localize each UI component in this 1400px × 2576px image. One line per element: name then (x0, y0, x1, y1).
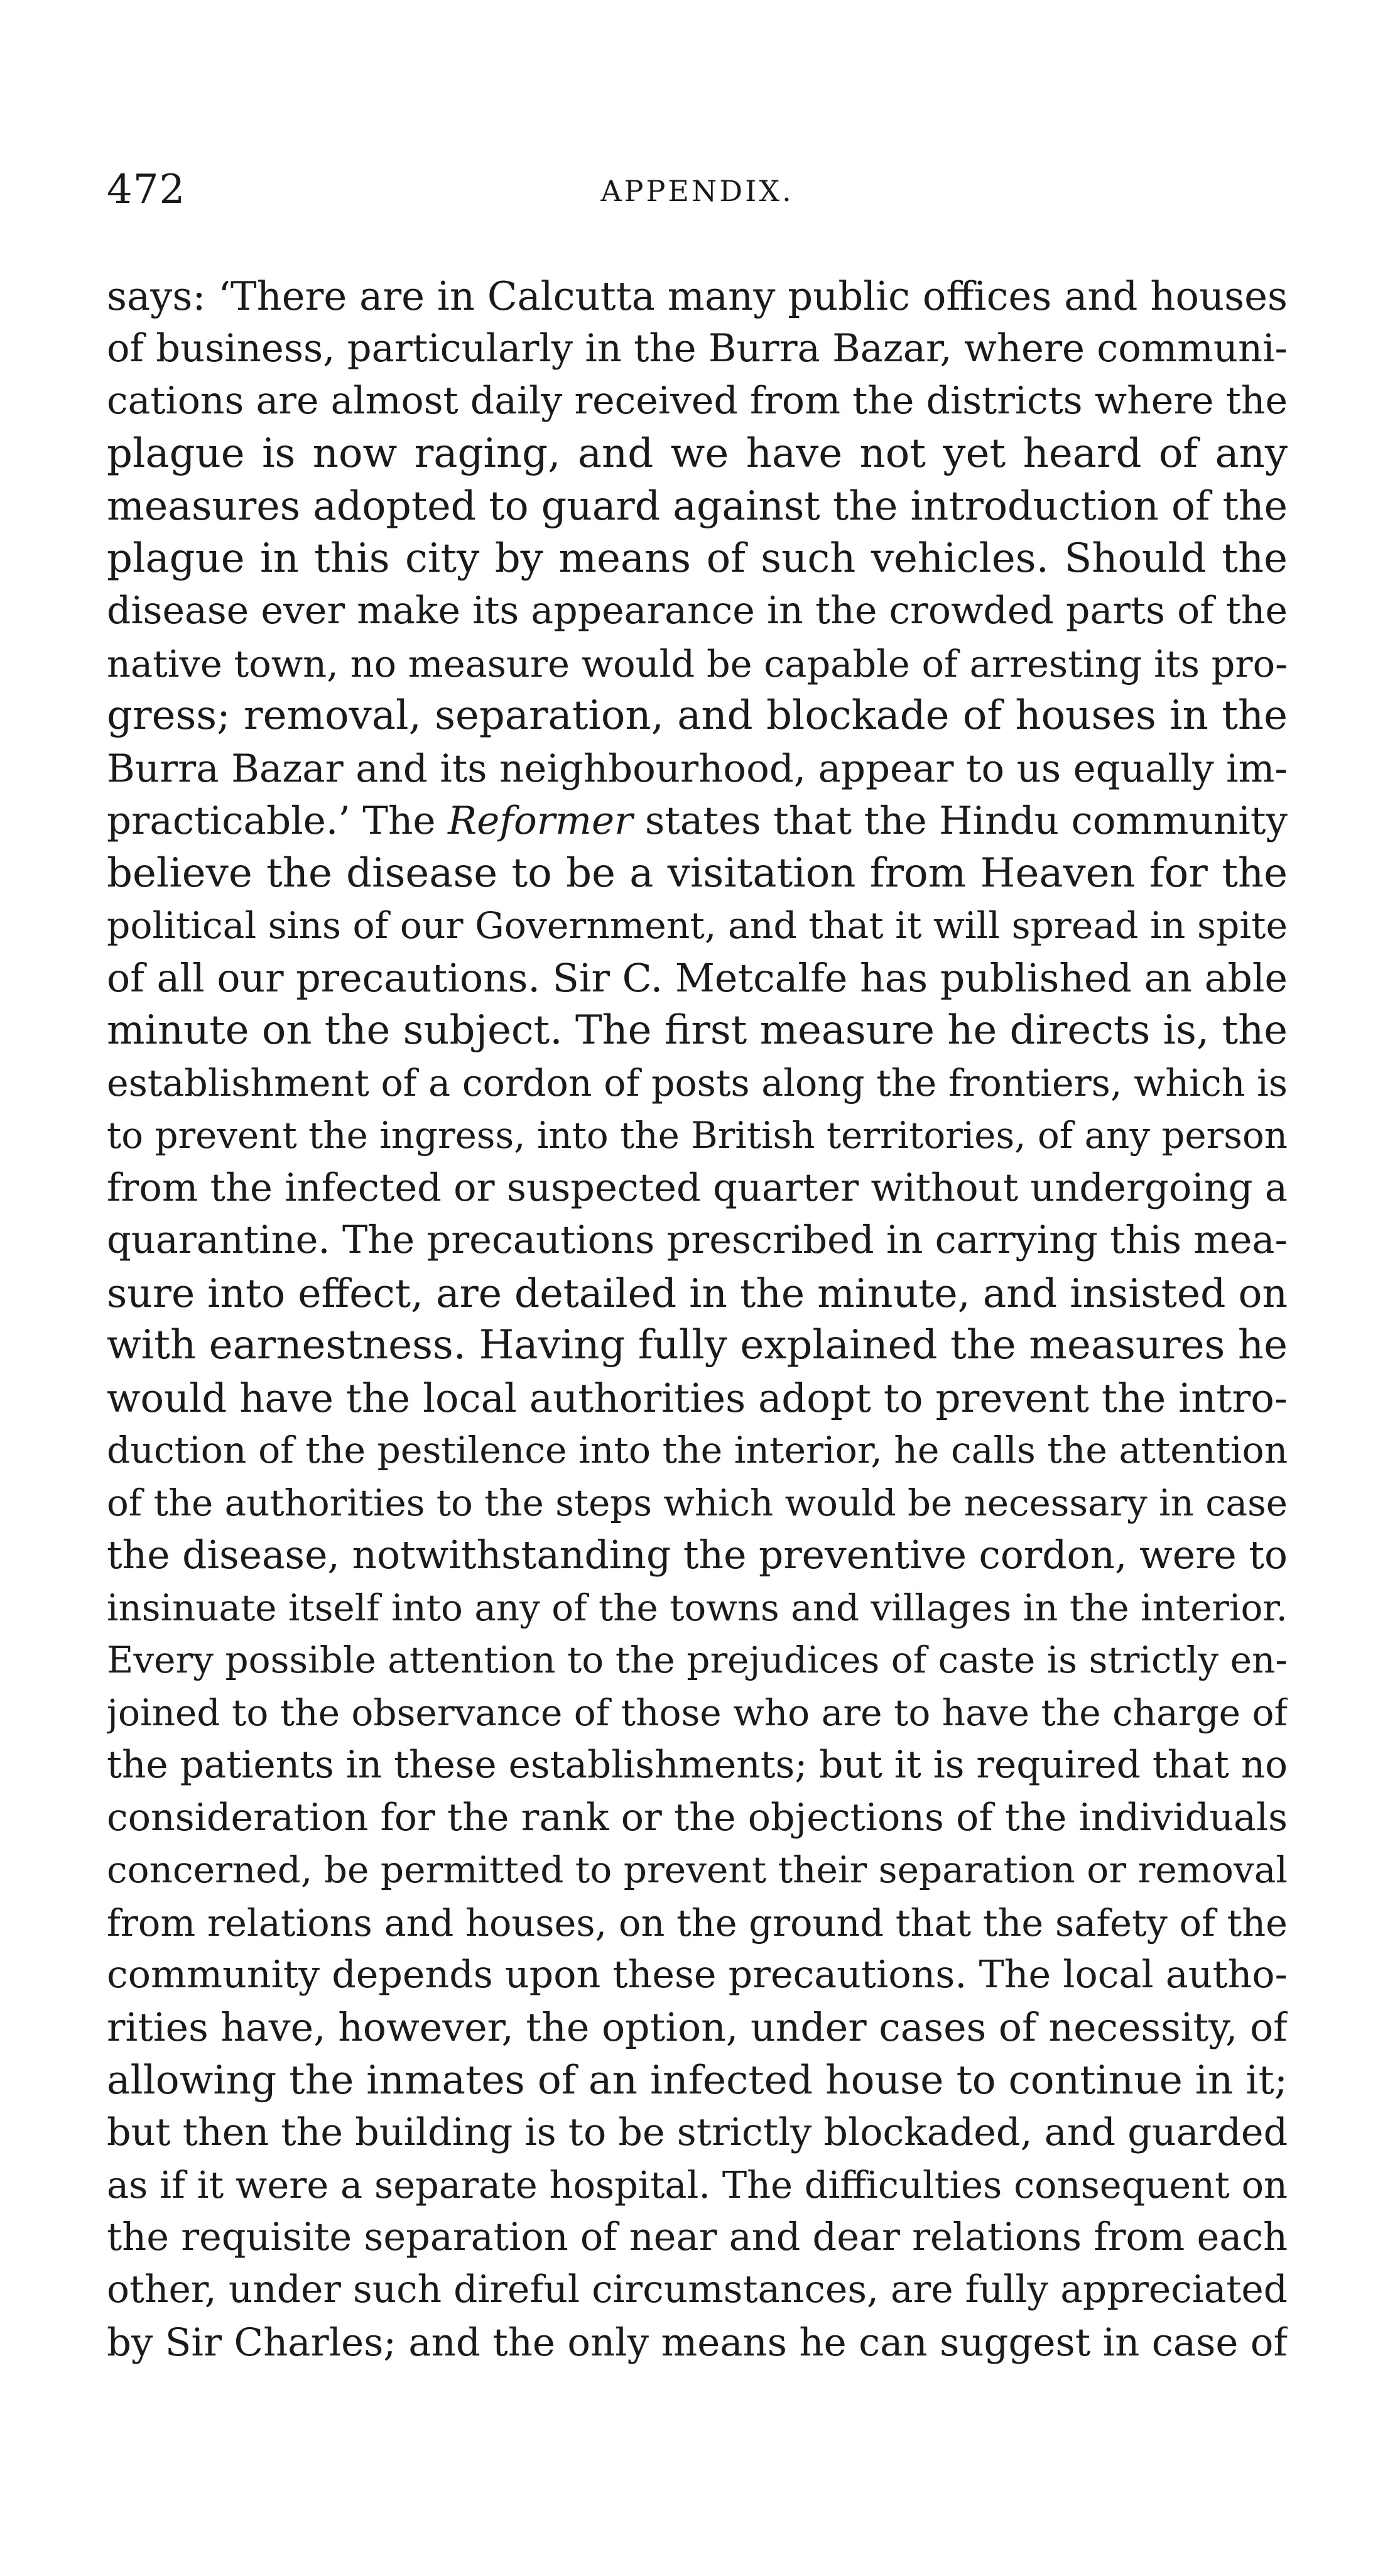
text-line: the disease, notwithstanding the preventive cordon, were to (107, 1533, 1288, 1578)
text-line: political sins of our Government, and that it will spread in spite (107, 904, 1288, 947)
body-text (107, 270, 1288, 2369)
line-start: practicable.’ The (107, 799, 448, 843)
text-line: cations are almost daily received from the districts where the (107, 379, 1288, 423)
text-line: duction of the pestilence into the interior, he calls the attention (107, 1429, 1288, 1471)
text-line: community depends upon these precautions. The local autho- (107, 1953, 1288, 1997)
text-line: other, under such direful circumstances, are fully appreciated (107, 2268, 1288, 2311)
text-line: disease ever make its appearance in the crowded parts of the (107, 589, 1288, 633)
text-line: of the authorities to the steps which would be necessary in case (107, 1481, 1288, 1524)
page-header (107, 166, 1288, 223)
text-line: as if it were a separate hospital. The difficulties consequent on (107, 2163, 1288, 2207)
text-line: concerned, be permitted to prevent their separation or removal (107, 1848, 1288, 1891)
line-end: states that the Hindu community (632, 799, 1288, 843)
text-line: Every possible attention to the prejudices of caste is strictly en- (107, 1639, 1288, 1681)
text-line: to prevent the ingress, into the British territories, of any person (107, 1114, 1288, 1157)
text-line: of business, particularly in the Burra Bazar, where communi- (107, 326, 1288, 371)
text-line: by Sir Charles; and the only means he can suggest in case of (107, 2320, 1288, 2365)
text-line: of all our precautions. Sir C. Metcalfe has published an able (107, 955, 1288, 1001)
text-line: the patients in these establishments; but it is required that no (107, 1744, 1288, 1787)
text-line: from relations and houses, on the ground that the safety of the (107, 1901, 1288, 1945)
running-head: APPENDIX. (600, 174, 794, 208)
text-line: plague in this city by means of such vehicles. Should the (107, 535, 1288, 582)
text-line: says: ‘There are in Calcutta many public offices and houses (107, 273, 1288, 319)
text-line: gress; removal, separation, and blockade of houses in the (107, 692, 1288, 739)
text-line: but then the building is to be strictly blockaded, and guarded (107, 2110, 1288, 2154)
text-line: minute on the subject. The first measure he directs is, the (107, 1007, 1288, 1054)
text-line: allowing the inmates of an infected house to continue in it; (107, 2057, 1288, 2103)
text-line: consideration for the rank or the objections of the individuals (107, 1795, 1288, 1840)
text-line: rities have, however, the option, under cases of necessity, of (107, 2004, 1288, 2050)
text-line: insinuate itself into any of the towns and villages in the interior. (107, 1586, 1288, 1629)
text-line: from the infected or suspected quarter without undergoing a (107, 1165, 1288, 1210)
text-line: sure into effect, are detailed in the minute, and insisted on (107, 1270, 1288, 1316)
text-line: joined to the observance of those who are to have the charge of (107, 1691, 1288, 1734)
text-line: establishment of a cordon of posts along the frontiers, which is (107, 1061, 1288, 1105)
text-line: native town, no measure would be capable of arresting its pro- (107, 641, 1288, 685)
page-number: 472 (107, 166, 186, 213)
text-line: would have the local authorities adopt to prevent the intro- (107, 1375, 1288, 1421)
text-line: believe the disease to be a visitation from Heaven for the (107, 849, 1288, 897)
text-line: quarantine. The precautions prescribed in carrying this mea- (107, 1218, 1288, 1262)
text-line-with-italic (107, 795, 1288, 848)
text-line: with earnestness. Having fully explained the measures he (107, 1322, 1288, 1368)
text-line: Burra Bazar and its neighbourhood, appear to us equally im- (107, 746, 1288, 791)
text-line: the requisite separation of near and dear relations from each (107, 2215, 1288, 2259)
text-line: plague is now raging, and we have not yet heard of any (107, 430, 1288, 477)
text-line: measures adopted to guard against the introduction of the (107, 483, 1288, 529)
italic-title-reformer: Reformer (448, 799, 633, 843)
